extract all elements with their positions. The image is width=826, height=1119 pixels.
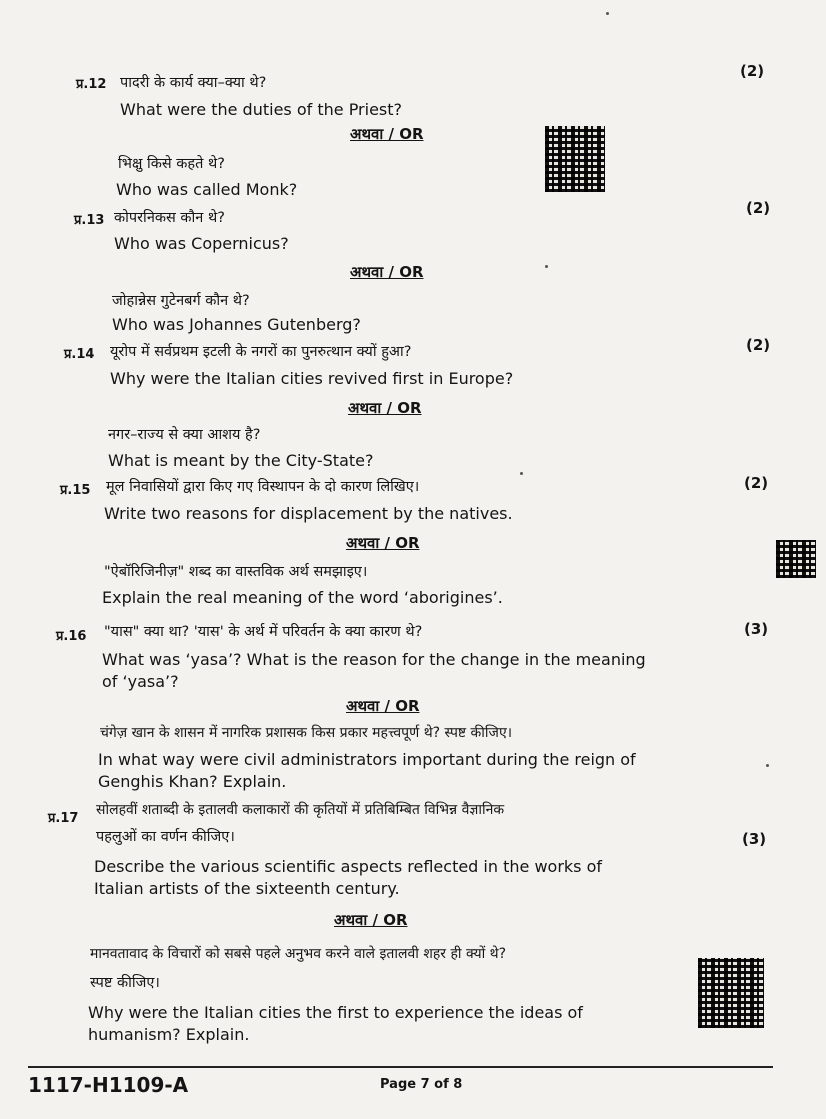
- question-english: Describe the various scientific aspects reflected in the works of Italian artists of the sixteenth century.: [94, 857, 602, 898]
- question-hindi: मूल निवासियों द्वारा किए गए विस्थापन के दो कारण लिखिए।: [106, 479, 420, 495]
- question-number: प्र.15: [60, 483, 91, 498]
- alt-question-hindi: नगर–राज्य से क्या आशय है?: [108, 427, 261, 443]
- question-english: What was ‘yasa’? What is the reason for the change in the meaning of ‘yasa’?: [102, 650, 646, 691]
- or-separator: अथवा / OR: [350, 263, 424, 281]
- question-number: प्र.16: [56, 629, 87, 644]
- question-marks: (2): [744, 474, 769, 492]
- or-separator: अथवा / OR: [346, 534, 420, 552]
- alt-question-hindi: चंगेज़ खान के शासन में नागरिक प्रशासक किस प्रकार महत्त्वपूर्ण थे? स्पष्ट कीजिए।: [100, 725, 512, 741]
- or-separator: अथवा / OR: [350, 125, 424, 143]
- question-hindi: सोलहवीं शताब्दी के इतालवी कलाकारों की कृतियों में प्रतिबिम्बित विभिन्न वैज्ञानिक: [96, 802, 505, 818]
- paper-code: 1117-H1109-A: [28, 1073, 189, 1097]
- scan-speck: [520, 472, 523, 475]
- or-separator: अथवा / OR: [334, 911, 408, 929]
- question-english: What were the duties of the Priest?: [120, 100, 403, 119]
- alt-question-english: Why were the Italian cities the first to experience the ideas of humanism? Explain.: [88, 1003, 583, 1044]
- page-number: Page 7 of 8: [380, 1077, 463, 1092]
- alt-question-hindi: भिक्षु किसे कहते थे?: [118, 156, 225, 172]
- question-marks: (3): [744, 620, 769, 638]
- question-english: Why were the Italian cities revived first in Europe?: [110, 369, 514, 388]
- question-hindi-cont: पहलुओं का वर्णन कीजिए।: [96, 829, 235, 845]
- or-separator: अथवा / OR: [346, 697, 420, 715]
- alt-question-english: What is meant by the City-State?: [108, 451, 374, 470]
- question-number: प्र.17: [48, 811, 79, 826]
- question-english: Write two reasons for displacement by the natives.: [104, 504, 513, 523]
- qr-code-icon: [545, 126, 605, 192]
- question-number: प्र.13: [74, 213, 105, 228]
- alt-question-hindi: "ऐबॉरिजिनीज़" शब्द का वास्तविक अर्थ समझाइए।: [104, 564, 368, 580]
- alt-question-english: Who was called Monk?: [116, 180, 298, 199]
- question-marks: (2): [740, 62, 765, 80]
- question-number: प्र.12: [76, 77, 107, 92]
- question-marks: (2): [746, 199, 771, 217]
- qr-code-icon: [698, 958, 764, 1028]
- alt-question-hindi: मानवतावाद के विचारों को सबसे पहले अनुभव करने वाले इतालवी शहर ही क्यों थे?: [90, 946, 507, 962]
- question-hindi: पादरी के कार्य क्या–क्या थे?: [120, 75, 267, 91]
- scan-speck: [766, 764, 769, 767]
- alt-question-english: In what way were civil administrators important during the reign of Genghis Khan? Explain.: [98, 750, 636, 791]
- qr-code-icon: [776, 540, 816, 578]
- question-marks: (3): [742, 830, 767, 848]
- alt-question-english: Explain the real meaning of the word ‘aborigines’.: [102, 588, 503, 607]
- question-hindi: कोपरनिकस कौन थे?: [114, 210, 225, 226]
- footer-rule: [28, 1066, 773, 1068]
- question-english: Who was Copernicus?: [114, 234, 289, 253]
- question-marks: (2): [746, 336, 771, 354]
- alt-question-english: Who was Johannes Gutenberg?: [112, 315, 361, 334]
- question-number: प्र.14: [64, 347, 95, 362]
- question-hindi: यूरोप में सर्वप्रथम इटली के नगरों का पुनरुत्थान क्यों हुआ?: [110, 344, 412, 360]
- scan-speck: [545, 265, 548, 268]
- alt-question-hindi: जोहान्नेस गुटेनबर्ग कौन थे?: [112, 293, 250, 309]
- or-separator: अथवा / OR: [348, 399, 422, 417]
- scan-speck: [606, 12, 609, 15]
- question-hindi: "यास" क्या था? 'यास' के अर्थ में परिवर्तन के क्या कारण थे?: [104, 624, 423, 640]
- alt-question-hindi-cont: स्पष्ट कीजिए।: [90, 975, 160, 991]
